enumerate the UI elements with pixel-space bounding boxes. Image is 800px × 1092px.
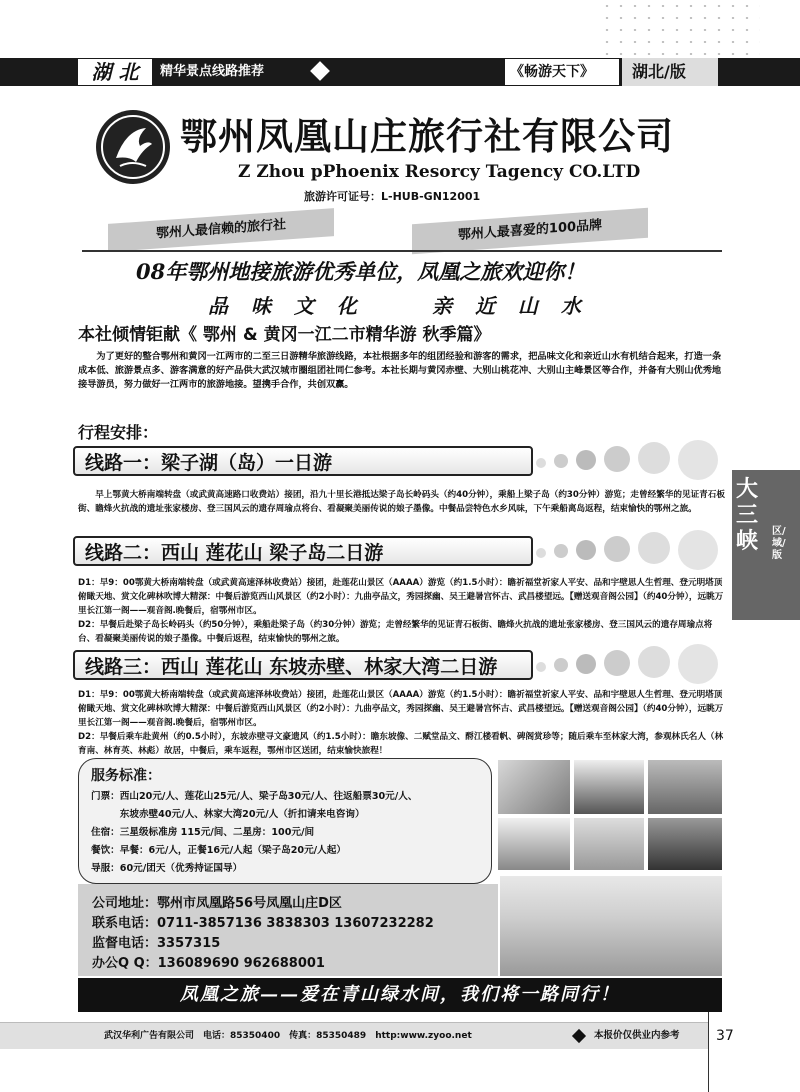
footer-publisher: 武汉华利广告有限公司 电话：85350400 传真：85350489 http:www.zyoo.net	[104, 1031, 472, 1041]
diamond-icon	[310, 61, 330, 81]
phoenix-logo-icon	[96, 110, 170, 184]
closing-slogan: 凤凰之旅——爱在青山绿水间，我们将一路同行！	[78, 978, 722, 1012]
page-number: 37	[716, 1028, 734, 1044]
route-2-title: 线路二：西山 莲花山 梁子岛二日游	[73, 536, 533, 566]
contact-address: 公司地址：鄂州市凤凰路56号凤凰山庄D区	[92, 896, 342, 911]
service-row-lodging: 住宿：三星级标准房 115元/间、二星房：100元/间	[91, 827, 315, 838]
route-1-title: 线路一：梁子湖（岛）一日游	[73, 446, 533, 476]
region-label: 湖 北	[78, 59, 152, 85]
service-row-guide: 导服：60元/团天（优秀持证国导）	[91, 863, 243, 874]
license-number: 旅游许可证号：L-HUB-GN12001	[304, 190, 481, 203]
divider	[708, 1012, 709, 1092]
diamond-icon	[572, 1029, 586, 1043]
slogan-favorite: 鄂州人最喜爱的100品牌	[412, 208, 648, 255]
service-row-meals: 餐饮：早餐：6元/人，正餐16元/人起（梁子岛20元/人起）	[91, 845, 346, 856]
route-3-title: 线路三：西山 莲花山 东坡赤壁、林家大湾二日游	[73, 650, 533, 680]
photo-collage	[498, 760, 722, 870]
photo-boat	[574, 760, 644, 814]
motto-nature: 亲 近 山 水	[432, 294, 589, 318]
route-2-line-2: D2：早餐后赴梁子岛长岭码头（约50分钟），乘船赴梁子岛（约30分钟）游览；走曾经繁华的见证青石板街、瞻烽火抗战的遗址张家楼房、登三国风云的遗存周瑜点将台、看凝聚美丽传说的娘子墨像。中餐后返程，结束愉快的鄂州之旅。	[78, 620, 713, 644]
route-1-decor	[536, 440, 726, 480]
company-name-en: Z Zhou pPhoenix Resorcy Tagency CO.LTD	[238, 162, 641, 182]
intro-paragraph: 为了更好的整合鄂州和黄冈一江两市的二至三日游精华旅游线路，本社根据多年的组团经验和游客的需求，把品味文化和亲近山水有机结合起来，打造一条成本低、旅游景点多、游客满意的好产品供大武汉城市圈组团社同仁参考。本社长期与黄冈赤壁、大别山桃花冲、大别山主峰景区等合作，并备有大别山优秀地接导游员，努力做好一江两市的旅游地接。望携手合作，共创双赢。	[78, 351, 722, 390]
footer-note: 本报价仅供业内参考	[594, 1030, 680, 1041]
service-title: 服务标准：	[91, 768, 161, 784]
photo-pagoda	[498, 818, 570, 870]
route-2-decor	[536, 530, 726, 570]
welcome-banner: 08年鄂州地接旅游优秀单位，凤凰之旅欢迎你！	[136, 259, 586, 284]
contact-supervise: 监督电话：3357315	[92, 936, 221, 951]
header-bar	[0, 58, 800, 86]
slogan-trusted: 鄂州人最信赖的旅行社	[108, 208, 334, 252]
route-3-desc	[78, 688, 728, 758]
route-1-line-1: 早上鄂黄大桥南端转盘（或武黄高速路口收费站）接团，沿九十里长港抵达梁子岛长岭码头（约40分钟），乘船上梁子岛（约30分钟）游览；走曾经繁华的见证青石板街、瞻烽火抗战的遗址张家楼房、登三国风云的遗存周瑜点将台、看凝聚美丽传说的娘子墨像。中餐品尝特色水乡风味，下午乘船离岛返程，结束愉快的鄂州之旅。	[78, 490, 725, 514]
contact-box	[78, 884, 498, 976]
service-row-tickets: 门票：西山20元/人、莲花山25元/人、梁子岛30元/人、往返船票30元/人、	[91, 791, 418, 802]
footer-bar	[0, 1022, 708, 1049]
route-2-line-1: D1：早9：00鄂黄大桥南端转盘（或武黄高速泽林收费站）接团，赴莲花山景区（AAAA）游览（约1.5小时）：瞻祈福堂祈家人平安、品和宇壁思人生哲理、登元明塔顶俯瞰天地、赏文化碑林吹博大精深：中餐后游览西山风景区（约2小时）：九曲亭品文，秀园探幽、吴王避暑宫怀古、武昌楼望远。【赠送观音阁公园】（约40分钟），远眺万里长江第一阁——观音阁.晚餐后，宿鄂州市区。	[78, 578, 724, 616]
service-row-tickets-2: 东坡赤壁40元/人、林家大湾20元/人（折扣请来电咨询）	[91, 809, 365, 820]
divider	[82, 250, 722, 252]
itinerary-heading: 行程安排：	[78, 423, 159, 442]
photo-golf	[500, 876, 722, 976]
route-2-desc	[78, 576, 728, 646]
route-3-line-1: D1：早9：00鄂黄大桥南端转盘（或武黄高速泽林收费站）接团，赴莲花山景区（AAAA）游览（约1.5小时）：瞻祈福堂祈家人平安、品和宇壁思人生哲理、登元明塔顶俯瞰天地、赏文化碑林吹博大精深：中餐后游览西山风景区（约2小时）：九曲亭品文，秀园探幽、吴王避暑宫怀古、武昌楼望远。【赠送观音阁公园】（约40分钟），远眺万里长江第一阁——观音阁.晚餐后，宿鄂州市区。	[78, 690, 724, 728]
route-1-desc	[78, 488, 728, 516]
edition-label: 湖北/版	[622, 58, 718, 86]
contact-phone: 联系电话：0711-3857136 3838303 13607232282	[92, 916, 434, 931]
company-name-cn: 鄂州凤凰山庄旅行社有限公司	[180, 115, 674, 158]
photo-harvest	[498, 760, 570, 814]
side-tab	[732, 470, 800, 620]
side-tab-subtitle: 区/域/版	[772, 526, 786, 561]
photo-ship	[648, 760, 722, 814]
route-3-decor	[536, 644, 726, 684]
feature-title: 本社倾情钜献《 鄂州 & 黄冈一江二市精华游 秋季篇》	[78, 325, 491, 345]
photo-lake	[574, 818, 644, 870]
magazine-name: 《畅游天下》	[510, 64, 594, 80]
service-box	[78, 758, 492, 884]
side-tab-title: 大三峡	[736, 476, 759, 554]
motto-culture: 品 味 文 化	[208, 294, 365, 318]
photo-temple	[648, 818, 722, 870]
route-3-line-2: D2：早餐后乘车赴黄州（约0.5小时），东坡赤壁寻文豪遗风（约1.5小时）：瞻东坡像、二赋堂品文、酹江楼看帆、碑阁赏珍等；随后乘车至林家大湾，参观林氏名人（林育南、林育英、林彪）故居，中餐后，乘车返程，鄂州市区送团，结束愉快旅程！	[78, 732, 724, 756]
contact-qq: 办公Q Q：136089690 962688001	[92, 956, 325, 971]
decorative-dots	[600, 0, 760, 55]
header-tagline: 精华景点线路推荐	[160, 64, 265, 79]
